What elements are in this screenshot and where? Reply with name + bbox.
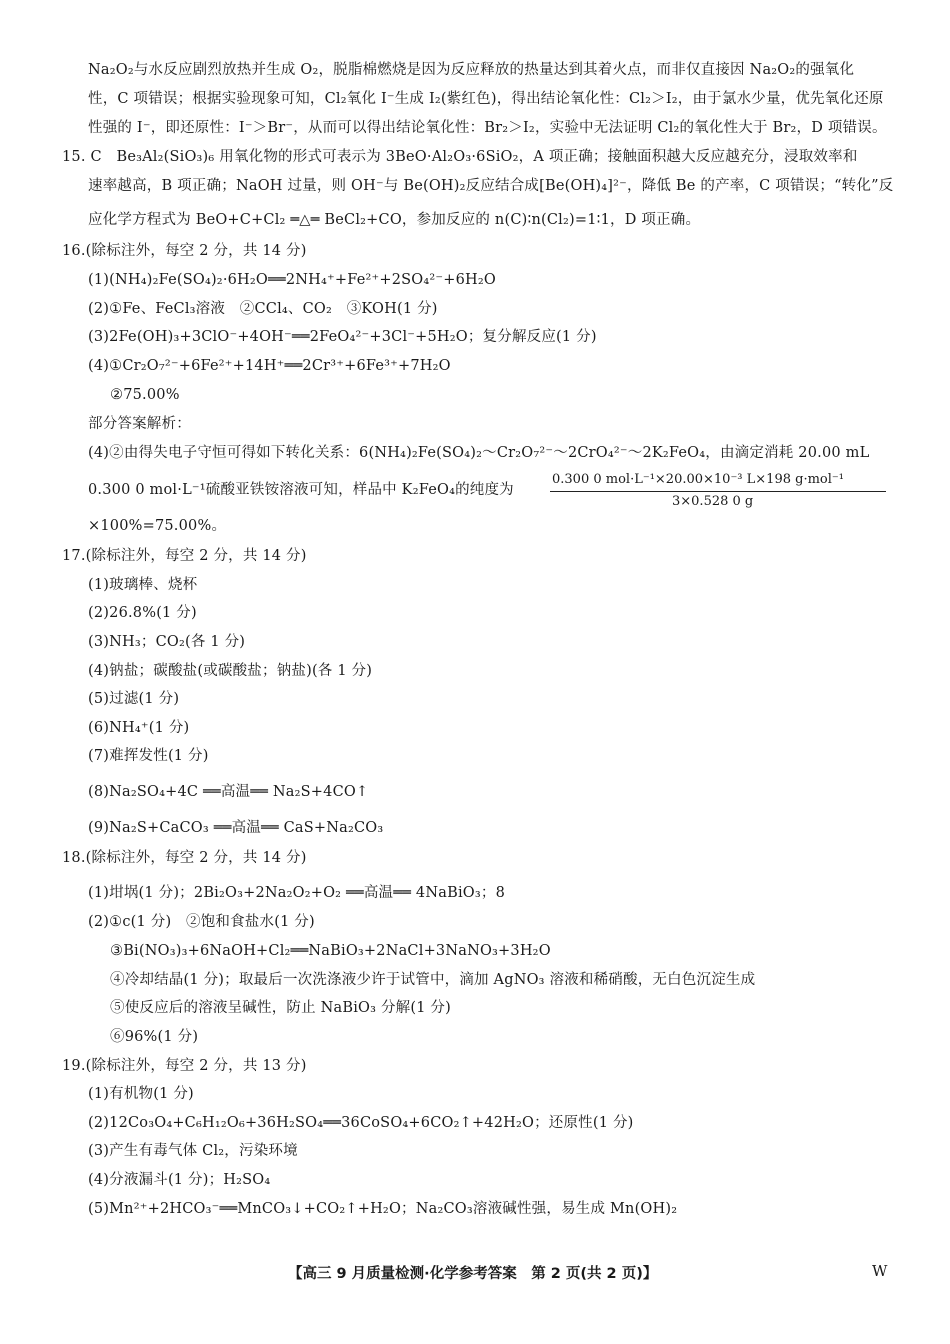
q18-heading: 18.(除标注外，每空 2 分，共 14 分)	[62, 850, 307, 866]
q18-part-2-1: (2)①c(1 分) ②饱和食盐水(1 分)	[88, 914, 315, 930]
q19-part-3: (3)产生有毒气体 Cl₂，污染环境	[88, 1143, 298, 1159]
q14-text-line-2: 性，C 项错误；根据实验现象可知，Cl₂氧化 I⁻生成 I₂(紫红色)，得出结论氧化性：Cl₂＞I₂，由于氯水少量，优先氧化还原	[88, 91, 884, 107]
q19-part-1: (1)有机物(1 分)	[88, 1086, 194, 1102]
q19-part-2: (2)12Co₃O₄+C₆H₁₂O₆+36H₂SO₄══36CoSO₄+6CO₂↑+42H₂O；还原性(1 分)	[88, 1115, 634, 1131]
q15-answer-line-1: 15. C Be₃Al₂(SiO₃)₆ 用氧化物的形式可表示为 3BeO·Al₂O₃·6SiO₂，A 项正确；接触面积越大反应越充分，浸取效率和	[62, 149, 858, 165]
q19-heading: 19.(除标注外，每空 2 分，共 13 分)	[62, 1058, 307, 1074]
q16-explanation-line-1: (4)②由得失电子守恒可得如下转化关系：6(NH₄)₂Fe(SO₄)₂～Cr₂O₇²⁻～2CrO₄²⁻～2K₂FeO₄，由滴定消耗 20.00 mL	[88, 445, 870, 461]
q17-heading: 17.(除标注外，每空 2 分，共 14 分)	[62, 548, 307, 564]
q16-part-4-2: ②75.00%	[110, 387, 180, 403]
q16-explanation-line-2: 0.300 0 mol·L⁻¹硫酸亚铁铵溶液可知，样品中 K₂FeO₄的纯度为	[88, 482, 514, 498]
q17-part-5: (5)过滤(1 分)	[88, 691, 180, 707]
q17-part-9: (9)Na₂S+CaCO₃ ══高温══ CaS+Na₂CO₃	[88, 820, 384, 836]
q16-part-3: (3)2Fe(OH)₃+3ClO⁻+4OH⁻══2FeO₄²⁻+3Cl⁻+5H₂O；复分解反应(1 分)	[88, 329, 597, 345]
q17-part-6: (6)NH₄⁺(1 分)	[88, 720, 190, 736]
page-footer: 【高三 9 月质量检测·化学参考答案 第 2 页(共 2 页)】	[288, 1266, 658, 1282]
q18-part-1: (1)坩埚(1 分)；2Bi₂O₃+2Na₂O₂+O₂ ══高温══ 4NaBiO₃；8	[88, 885, 506, 901]
q18-part-2-5: ⑤使反应后的溶液呈碱性，防止 NaBiO₃ 分解(1 分)	[110, 1000, 451, 1016]
q19-part-5: (5)Mn²⁺+2HCO₃⁻══MnCO₃↓+CO₂↑+H₂O；Na₂CO₃溶液碱性强，易生成 Mn(OH)₂	[88, 1201, 678, 1217]
q15-answer-line-3: 应化学方程式为 BeO+C+Cl₂ ═△═ BeCl₂+CO，参加反应的 n(C)∶n(Cl₂)=1∶1，D 项正确。	[88, 212, 701, 228]
q17-part-3: (3)NH₃；CO₂(各 1 分)	[88, 634, 246, 650]
q16-part-2: (2)①Fe、FeCl₃溶液 ②CCl₄、CO₂ ③KOH(1 分)	[88, 301, 438, 317]
q14-text-line-3: 性强的 I⁻，即还原性：I⁻＞Br⁻，从而可以得出结论氧化性：Br₂＞I₂，实验中无法证明 Cl₂的氧化性大于 Br₂，D 项错误。	[88, 120, 887, 136]
q16-part-1: (1)(NH₄)₂Fe(SO₄)₂·6H₂O══2NH₄⁺+Fe²⁺+2SO₄²⁻+6H₂O	[88, 272, 496, 288]
q17-part-4: (4)钠盐；碳酸盐(或碳酸盐；钠盐)(各 1 分)	[88, 663, 373, 679]
q16-heading: 16.(除标注外，每空 2 分，共 14 分)	[62, 243, 307, 259]
q14-text-line-1: Na₂O₂与水反应剧烈放热并生成 O₂，脱脂棉燃烧是因为反应释放的热量达到其着火点，而非仅直接因 Na₂O₂的强氧化	[88, 62, 855, 78]
q16-explanation-line-3: ×100%=75.00%。	[88, 518, 227, 534]
q18-part-2-6: ⑥96%(1 分)	[110, 1029, 199, 1045]
q16-part-4-1: (4)①Cr₂O₇²⁻+6Fe²⁺+14H⁺══2Cr³⁺+6Fe³⁺+7H₂O	[88, 358, 451, 374]
purity-fraction-numerator: 0.300 0 mol·L⁻¹×20.00×10⁻³ L×198 g·mol⁻¹	[552, 472, 844, 487]
q19-part-4: (4)分液漏斗(1 分)；H₂SO₄	[88, 1172, 271, 1188]
q17-part-2: (2)26.8%(1 分)	[88, 605, 197, 621]
q16-explanation-heading: 部分答案解析：	[88, 416, 191, 432]
purity-fraction-denominator: 3×0.528 0 g	[672, 494, 754, 509]
q17-part-7: (7)难挥发性(1 分)	[88, 748, 209, 764]
q18-part-2-3: ③Bi(NO₃)₃+6NaOH+Cl₂══NaBiO₃+2NaCl+3NaNO₃+3H₂O	[110, 943, 551, 959]
q17-part-8: (8)Na₂SO₄+4C ══高温══ Na₂S+4CO↑	[88, 784, 369, 800]
q15-answer-line-2: 速率越高，B 项正确；NaOH 过量，则 OH⁻与 Be(OH)₂反应结合成[Be(OH)₄]²⁻，降低 Be 的产率，C 项错误；“转化”反	[88, 178, 894, 194]
q17-part-1: (1)玻璃棒、烧杯	[88, 577, 198, 593]
fraction-bar	[550, 491, 886, 492]
footer-mark: W	[872, 1262, 888, 1280]
q18-part-2-4: ④冷却结晶(1 分)；取最后一次洗涤液少许于试管中，滴加 AgNO₃ 溶液和稀硝酸，无白色沉淀生成	[110, 972, 756, 988]
